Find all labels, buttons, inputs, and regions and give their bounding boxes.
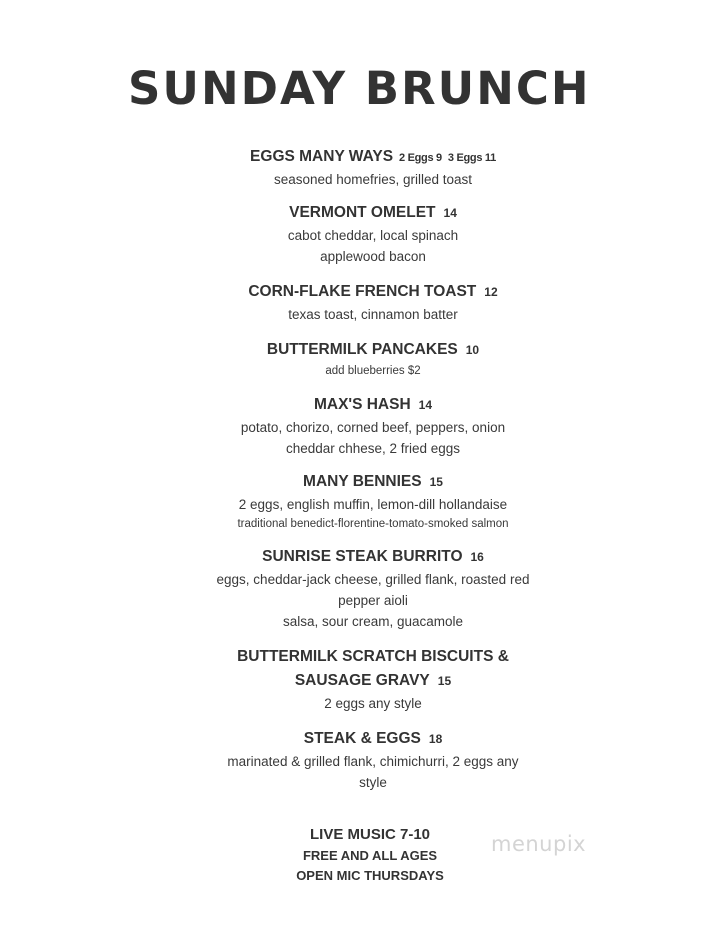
menu-item-maxs-hash bbox=[180, 393, 566, 459]
item-description: marinated & grilled flank, chimichurri, 2 eggs any bbox=[227, 754, 519, 769]
item-description: potato, chorizo, corned beef, peppers, onion bbox=[240, 420, 506, 435]
item-description: pepper aioli bbox=[338, 593, 408, 608]
item-name: CORN-FLAKE FRENCH TOAST bbox=[248, 283, 477, 300]
item-price: 14 bbox=[418, 398, 433, 412]
live-music-heading: LIVE MUSIC 7-10 bbox=[309, 826, 431, 843]
item-price: 15 bbox=[437, 674, 452, 688]
item-description: cheddar chhese, 2 fried eggs bbox=[285, 441, 461, 456]
item-price: 10 bbox=[465, 343, 480, 357]
item-name: SUNRISE STEAK BURRITO bbox=[262, 548, 463, 565]
menu-item-french-toast bbox=[180, 280, 566, 325]
item-price: 12 bbox=[484, 285, 498, 299]
open-mic-note: OPEN MIC THURSDAYS bbox=[296, 868, 444, 883]
item-name: SAUSAGE GRAVY bbox=[294, 672, 430, 689]
item-price: 2 Eggs 9 bbox=[399, 152, 442, 164]
item-description: seasoned homefries, grilled toast bbox=[273, 172, 473, 187]
menu-item-vermont-omelet bbox=[180, 201, 566, 267]
menu-item-steak-eggs bbox=[180, 727, 566, 793]
item-name: VERMONT OMELET bbox=[289, 204, 436, 221]
item-price-alt: 3 Eggs 11 bbox=[447, 152, 496, 164]
item-price: 14 bbox=[443, 206, 457, 220]
item-description: cabot cheddar, local spinach bbox=[287, 228, 459, 243]
menu-list bbox=[180, 145, 566, 793]
item-description: 2 eggs any style bbox=[324, 696, 422, 711]
item-name: MANY BENNIES bbox=[303, 473, 422, 490]
item-price: 18 bbox=[428, 732, 443, 746]
item-price: 15 bbox=[429, 475, 443, 489]
item-name: BUTTERMILK PANCAKES bbox=[266, 341, 458, 358]
item-description: applewood bacon bbox=[320, 249, 426, 264]
item-description: add blueberries $2 bbox=[325, 365, 421, 377]
item-name: STEAK & EGGS bbox=[303, 730, 421, 747]
menu-item-eggs-many-ways bbox=[180, 145, 566, 190]
item-description: style bbox=[359, 775, 387, 790]
item-name: EGGS MANY WAYS bbox=[250, 148, 394, 165]
all-ages-note: FREE AND ALL AGES bbox=[302, 848, 438, 863]
item-name: MAX'S HASH bbox=[313, 396, 411, 413]
item-price: 16 bbox=[470, 550, 484, 564]
item-description: texas toast, cinnamon batter bbox=[288, 307, 458, 322]
menu-item-many-bennies bbox=[180, 470, 566, 533]
footer-info bbox=[240, 824, 500, 886]
item-name-line1: BUTTERMILK SCRATCH BISCUITS & bbox=[237, 648, 509, 665]
item-description: salsa, sour cream, guacamole bbox=[282, 614, 464, 629]
item-description: 2 eggs, english muffin, lemon-dill hollandaise bbox=[238, 497, 508, 512]
item-description: eggs, cheddar-jack cheese, grilled flank, roasted red bbox=[216, 572, 530, 587]
page-title: SUNDAY BRUNCH bbox=[128, 62, 591, 115]
menu-item-steak-burrito bbox=[180, 545, 566, 632]
menu-item-biscuits-gravy bbox=[180, 645, 566, 714]
menu-item-pancakes bbox=[180, 338, 566, 380]
watermark-logo: menupix bbox=[491, 832, 587, 856]
item-description: traditional benedict-florentine-tomato-smoked salmon bbox=[237, 518, 509, 530]
